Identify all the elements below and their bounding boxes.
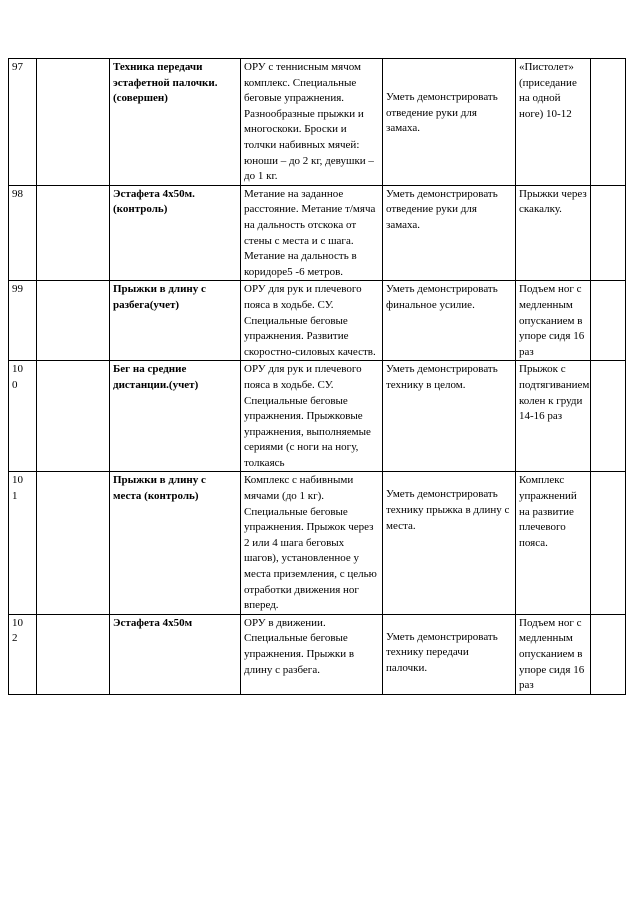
notes-cell: [591, 281, 626, 361]
lesson-plan-table: [8, 58, 626, 695]
skill-text: Уметь демонстрировать технику передачи палочки.: [386, 630, 498, 674]
date-cell: [37, 59, 110, 186]
lesson-homework: Прыжок с подтягиванием колен к груди 14-16 раз: [516, 361, 591, 472]
skill-text: Уметь демонстрировать финальное усилие.: [386, 283, 498, 311]
date-cell: [37, 361, 110, 472]
lesson-skill: [383, 281, 516, 361]
lesson-number: [9, 59, 37, 186]
skill-text: Уметь демонстрировать отведение руки для замаха.: [386, 91, 498, 135]
lesson-number: [9, 185, 37, 281]
lesson-topic: Прыжки в длину с разбега(учет): [110, 281, 241, 361]
skill-text: Уметь демонстрировать технику в целом.: [386, 363, 498, 391]
number-line: 10: [12, 474, 23, 487]
notes-cell: [591, 59, 626, 186]
lesson-number: [9, 281, 37, 361]
lesson-content: ОРУ для рук и плечевого пояса в ходьбе. СУ. Специальные беговые упражнения. Развитие скоростно-силовых качеств.: [241, 281, 383, 361]
lesson-skill: [383, 472, 516, 614]
number-line-wrap: 0: [12, 378, 18, 391]
number-line: 98: [12, 187, 23, 200]
number-line-wrap: 2: [12, 632, 18, 645]
lesson-plan-body: [9, 59, 626, 695]
notes-cell: [591, 361, 626, 472]
lesson-content: ОРУ в движении. Специальные беговые упражнения. Прыжки в длину с разбега.: [241, 614, 383, 694]
table-row: [9, 361, 626, 472]
table-row: [9, 281, 626, 361]
lesson-homework: «Пистолет» (приседание на одной ноге) 10-12: [516, 59, 591, 186]
lesson-skill: [383, 361, 516, 472]
number-line-wrap: 1: [12, 490, 18, 503]
skill-text: Уметь демонстрировать отведение руки для замаха.: [386, 187, 498, 231]
lesson-topic: Бег на средние дистанции.(учет): [110, 361, 241, 472]
lesson-content: Метание на заданное расстояние. Метание т/мяча на дальность отскока от стены с места и с шага. Метание на дальность в коридоре5 -6 метров.: [241, 185, 383, 281]
lesson-content: ОРУ для рук и плечевого пояса в ходьбе. СУ. Специальные беговые упражнения. Прыжковые упражнения, выполняемые сериями (с ноги на ногу, толкаясь: [241, 361, 383, 472]
lesson-skill: [383, 185, 516, 281]
lesson-homework: Подъем ног с медленным опусканием в упоре сидя 16 раз: [516, 281, 591, 361]
lesson-number: [9, 614, 37, 694]
table-row: [9, 614, 626, 694]
number-line: 10: [12, 363, 23, 376]
lesson-homework: Комплекс упражнений на развитие плечевого пояса.: [516, 472, 591, 614]
lesson-number: [9, 472, 37, 614]
lesson-content: ОРУ с теннисным мячом комплекс. Специальные беговые упражнения. Разнообразные прыжки и многоскоки. Броски и толчки набивных мячей: юноши – до 2 кг, девушки – до 1 кг.: [241, 59, 383, 186]
lesson-topic: Техника передачи эстафетной палочки. (совершен): [110, 59, 241, 186]
lesson-topic: Прыжки в длину с места (контроль): [110, 472, 241, 614]
table-row: [9, 59, 626, 186]
number-line: 99: [12, 283, 23, 296]
notes-cell: [591, 472, 626, 614]
lesson-topic: Эстафета 4х50м. (контроль): [110, 185, 241, 281]
skill-text: Уметь демонстрировать технику прыжка в длину с места.: [386, 488, 510, 532]
notes-cell: [591, 614, 626, 694]
date-cell: [37, 614, 110, 694]
number-line: 97: [12, 61, 23, 73]
date-cell: [37, 472, 110, 614]
notes-cell: [591, 185, 626, 281]
number-line: 10: [12, 616, 23, 629]
table-row: [9, 185, 626, 281]
lesson-content: Комплекс с набивными мячами (до 1 кг). Специальные беговые упражнения. Прыжок через 2 или 4 шага беговых шагов), установленное у места приземления, с целью отработки движения ног вперед.: [241, 472, 383, 614]
lesson-number: [9, 361, 37, 472]
date-cell: [37, 281, 110, 361]
lesson-topic: Эстафета 4х50м: [110, 614, 241, 694]
table-row: [9, 472, 626, 614]
lesson-skill: [383, 59, 516, 186]
lesson-homework: Прыжки через скакалку.: [516, 185, 591, 281]
lesson-homework: Подъем ног с медленным опусканием в упоре сидя 16 раз: [516, 614, 591, 694]
lesson-skill: [383, 614, 516, 694]
date-cell: [37, 185, 110, 281]
